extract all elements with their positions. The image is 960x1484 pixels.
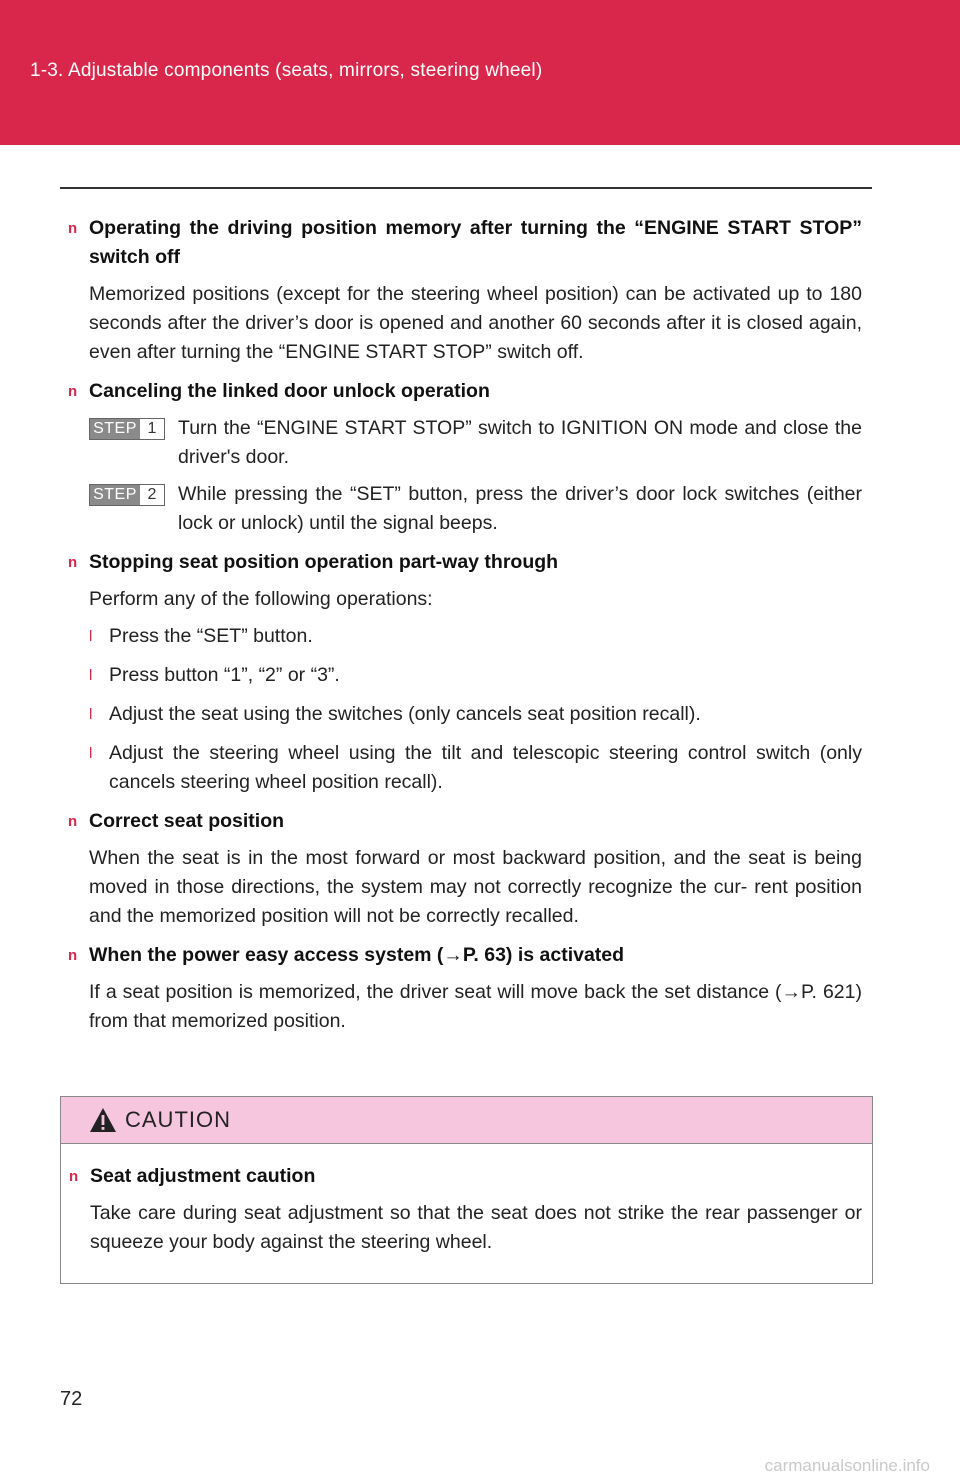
section-title: 1-3. Adjustable components (seats, mirrors, steering wheel) xyxy=(30,60,543,81)
section-memory xyxy=(68,214,862,367)
caution-heading: Seat adjustment caution xyxy=(90,1165,316,1187)
step-1 xyxy=(89,414,862,472)
section-easy-access xyxy=(68,941,862,1036)
watermark: carmanualsonline.info xyxy=(764,1456,930,1475)
list-item: l Adjust the steering wheel using the tilt and telescopic steering control switch (only cancels steering wheel position recall). xyxy=(89,739,862,797)
page-content xyxy=(68,214,862,1046)
page-number: 72 xyxy=(60,1388,83,1410)
caution-box xyxy=(60,1096,873,1284)
sub-bullet-icon: l xyxy=(89,706,93,723)
section-heading: Operating the driving position memory after turning the “ENGINE START STOP” switch off xyxy=(89,217,862,268)
step-text: Turn the “ENGINE START STOP” switch to IGNITION ON mode and close the driver's door. xyxy=(178,417,862,468)
section-heading: Canceling the linked door unlock operation xyxy=(89,380,490,402)
section-correct xyxy=(68,807,862,931)
sub-bullet-icon: l xyxy=(89,667,93,684)
step-badge xyxy=(89,418,165,440)
section-heading: Stopping seat position operation part-way through xyxy=(89,551,559,573)
step-text: While pressing the “SET” button, press the driver’s door lock switches (either lock or unlock) until the signal beeps. xyxy=(178,483,862,534)
section-bullet-icon: n xyxy=(69,1168,79,1185)
caution-header xyxy=(61,1097,872,1144)
top-rule xyxy=(60,187,872,189)
warning-triangle-icon xyxy=(89,1107,117,1133)
section-heading: Correct seat position xyxy=(89,810,285,832)
step-number: 2 xyxy=(140,485,164,505)
sub-bullet-icon: l xyxy=(89,628,93,645)
list-item: l Adjust the seat using the switches (only cancels seat position recall). xyxy=(89,700,862,729)
section-body: If a seat position is memorized, the driver seat will move back the set distance (→P. 621) from that memorized position. xyxy=(89,981,862,1032)
list-item: l Press the “SET” button. xyxy=(89,622,862,651)
caution-content xyxy=(61,1144,872,1257)
caution-title: CAUTION xyxy=(125,1107,231,1132)
section-bullet-icon: n xyxy=(68,383,78,400)
step-2 xyxy=(89,480,862,538)
caution-text: Take care during seat adjustment so that the seat does not strike the rear passenger or squeeze your body against the steering wheel. xyxy=(90,1202,862,1253)
step-label: STEP xyxy=(90,419,140,439)
header-band xyxy=(0,0,960,145)
section-body: When the seat is in the most forward or most backward position, and the seat is being moved in those directions, the system may not correctly recognize the cur- rent position and the memorized position will not be correctly recalled. xyxy=(89,847,862,927)
section-cancel xyxy=(68,377,862,538)
list-item: l Press button “1”, “2” or “3”. xyxy=(89,661,862,690)
section-bullet-icon: n xyxy=(68,554,78,571)
step-number: 1 xyxy=(140,419,164,439)
section-intro: Perform any of the following operations: xyxy=(89,588,433,610)
step-label: STEP xyxy=(90,485,140,505)
sub-bullet-icon: l xyxy=(89,745,93,762)
step-badge xyxy=(89,484,165,506)
section-stopping xyxy=(68,548,862,797)
section-body: Memorized positions (except for the steering wheel position) can be activated up to 180 seconds after the driver’s door is opened and another 60 seconds after it is closed again, even after turning the “ENGINE START STOP” switch off. xyxy=(89,283,862,363)
section-bullet-icon: n xyxy=(68,220,78,237)
section-heading: When the power easy access system (→P. 63) is activated xyxy=(89,944,625,966)
section-bullet-icon: n xyxy=(68,813,78,830)
operations-list xyxy=(89,622,862,797)
section-bullet-icon: n xyxy=(68,947,78,964)
